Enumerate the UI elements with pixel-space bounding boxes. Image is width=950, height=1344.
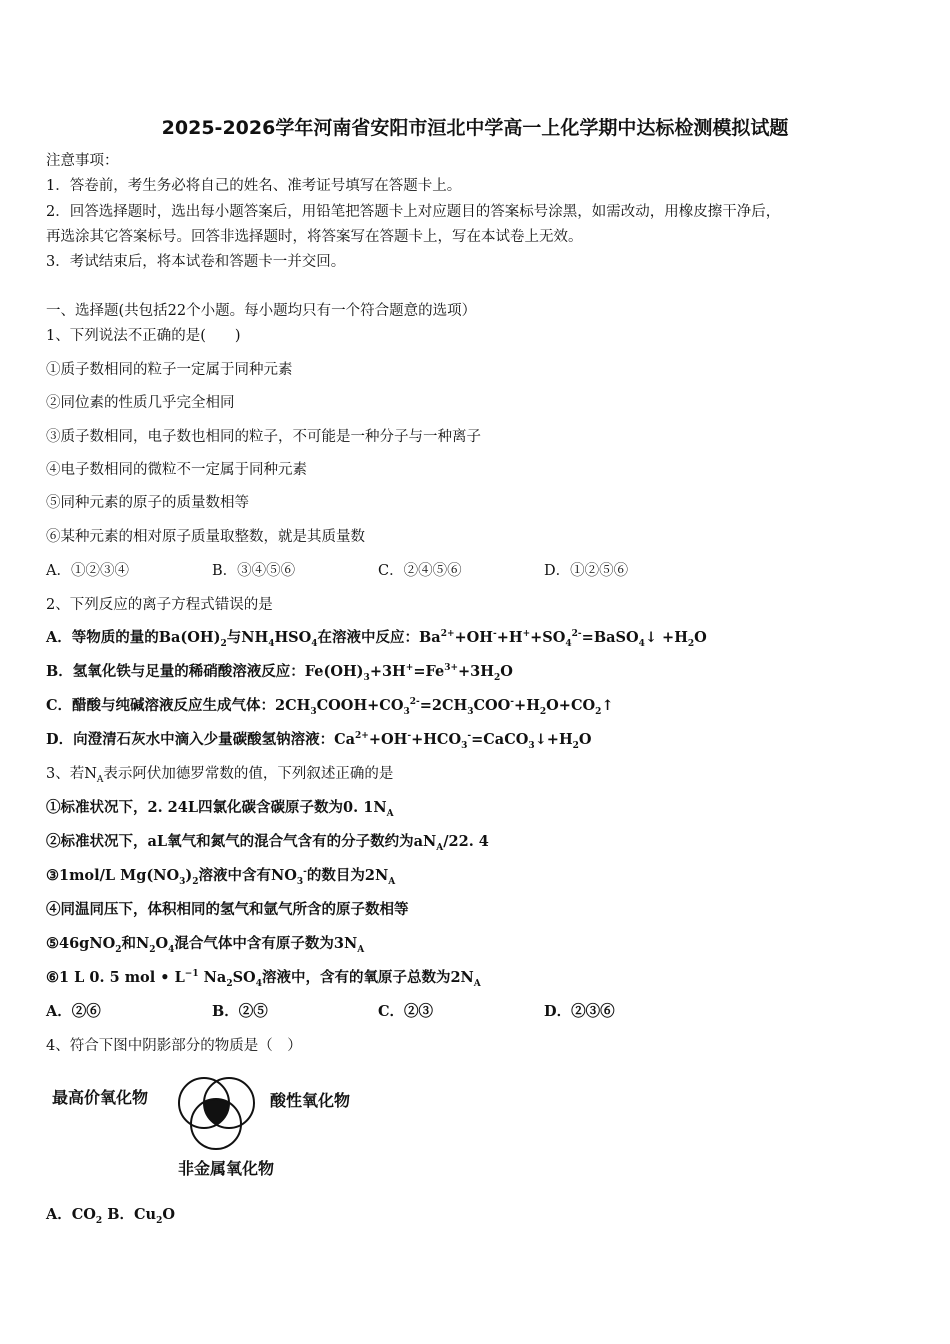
q1-statement-4: ④电子数相同的微粒不一定属于同种元素 [46, 462, 307, 478]
venn-circles [46, 1068, 386, 1183]
q2-option-c[interactable]: C．醋酸与纯碱溶液反应生成气体：$2CH_3COOH+CO_3^{2-}=2CH_3COO^-+H_2O+CO_2↑$ [46, 697, 614, 717]
q1-options [46, 562, 710, 580]
q1-stem: 1、下列说法不正确的是( ) [46, 328, 241, 344]
q1-option-c[interactable]: C．②④⑤⑥ [378, 563, 462, 579]
q3-statement-5: ⑤46gNO$_2$和$N_2O_4$混合气体中含有原子数为$3N_A$ [46, 935, 365, 955]
q3-statement-2: ②标准状况下，aL氧气和氮气的混合气含有的分子数约为$aN_A/22$. 4 [46, 833, 489, 853]
q1-statement-6: ⑥某种元素的相对原子质量取整数，就是其质量数 [46, 529, 365, 545]
q1-statement-1: ①质子数相同的粒子一定属于同种元素 [46, 362, 293, 378]
venn-diagram [46, 1068, 386, 1183]
venn-label-acidic-oxide: 酸性氧化物 [270, 1091, 351, 1110]
q3-stem: 3、若$N_A$表示阿伏加德罗常数的值，下列叙述正确的是 [46, 766, 394, 785]
q2-option-a[interactable]: A．等物质的量的$Ba(OH)_2$与$NH_4HSO_4$在溶液中反应：$Ba^{2+}+OH^-+H^++SO_4^{2-}=BaSO_4↓ +H_2O$ [46, 629, 707, 649]
q1-statement-2: ②同位素的性质几乎完全相同 [46, 395, 235, 411]
q2-stem: 2、下列反应的离子方程式错误的是 [46, 597, 273, 613]
q3-option-b[interactable]: B．②⑤ [212, 1003, 268, 1020]
q4-stem: 4、符合下图中阴影部分的物质是（ ） [46, 1038, 302, 1054]
q1-statement-5: ⑤同种元素的原子的质量数相等 [46, 495, 249, 511]
q2-option-d[interactable]: D．向澄清石灰水中滴入少量碳酸氢钠溶液：$Ca^{2+}+OH^-+HCO_3^-=CaCO_3↓+H_2O$ [46, 731, 592, 751]
q3-statement-4: ④同温同压下，体积相同的氢气和氩气所含的原子数相等 [46, 901, 409, 918]
page-title: 2025-2026学年河南省安阳市洹北中学高一上化学期中达标检测模拟试题 [161, 117, 789, 139]
q3-option-c[interactable]: C．②③ [378, 1003, 434, 1020]
venn-label-highest-oxide: 最高价氧化物 [52, 1088, 149, 1107]
q1-option-b[interactable]: B．③④⑤⑥ [212, 563, 296, 579]
q4-options[interactable]: A．$CO_2$ B．$Cu_2O$ [46, 1206, 175, 1226]
q3-statement-6: ⑥1 L 0. 5 mol • $L^{-1}$ $Na_2SO_4$溶液中，含有的氧原子总数为$2N_A$ [46, 969, 481, 989]
q3-statement-3: ③1mol/L $Mg(NO_3)_2$溶液中含有$NO_3^-$的数目为$2N_A$ [46, 867, 396, 887]
q1-option-a[interactable]: A．①②③④ [46, 563, 129, 579]
q3-options [46, 1003, 710, 1021]
q3-statement-1: ①标准状况下，2. 24L四氯化碳含碳原子数为0. $1N_A$ [46, 799, 394, 819]
notice-item-1: 1．答卷前，考生务必将自己的姓名、准考证号填写在答题卡上。 [46, 178, 462, 194]
notice-item-2-cont: 再选涂其它答案标号。回答非选择题时，将答案写在答题卡上，写在本试卷上无效。 [46, 229, 583, 245]
q3-option-d[interactable]: D．②③⑥ [544, 1003, 615, 1020]
notice-item-3: 3．考试结束后，将本试卷和答题卡一并交回。 [46, 254, 346, 270]
q2-option-b[interactable]: B．氢氧化铁与足量的稀硝酸溶液反应：$Fe(OH)_3+3H^+=Fe^{3+}+3H_2O$ [46, 663, 513, 683]
q3-option-a[interactable]: A．②⑥ [46, 1003, 101, 1020]
venn-label-nonmetal-oxide: 非金属氧化物 [178, 1159, 275, 1178]
notice-item-2: 2．回答选择题时，选出每小题答案后，用铅笔把答题卡上对应题目的答案标号涂黑，如需改动，用橡皮擦干净后， [46, 204, 781, 220]
q1-statement-3: ③质子数相同，电子数也相同的粒子，不可能是一种分子与一种离子 [46, 429, 481, 445]
section-heading: 一、选择题(共包括22个小题。每小题均只有一个符合题意的选项） [46, 303, 477, 319]
q1-option-d[interactable]: D．①②⑤⑥ [544, 563, 629, 579]
notice-heading: 注意事项： [46, 153, 119, 169]
